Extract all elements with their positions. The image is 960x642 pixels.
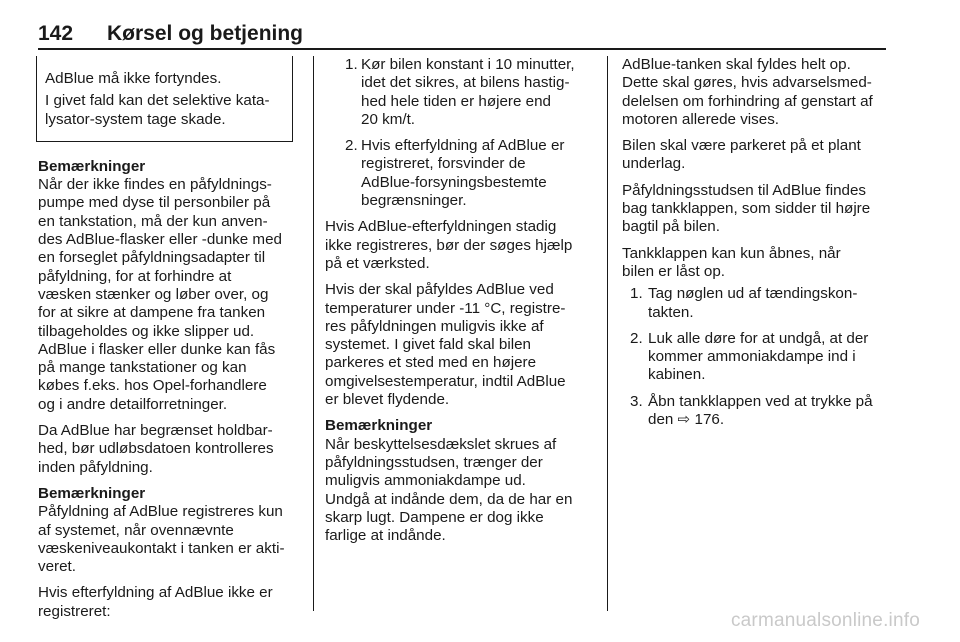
text-line: Hvis AdBlue-efterfyldningen stadig — [325, 218, 557, 236]
text-line: muligvis ammoniakdampe ud. — [325, 472, 526, 490]
paragraph — [622, 182, 890, 237]
section-heading: Bemærkninger — [38, 484, 146, 502]
text-line: des AdBlue-flasker eller -dunke med — [38, 231, 282, 249]
text-line: lysator-system tage skade. — [45, 110, 226, 128]
text-line: en forseglet påfyldningsadapter til — [38, 249, 266, 267]
column-left — [38, 56, 304, 621]
paragraph — [325, 281, 597, 409]
paragraph — [38, 422, 304, 477]
page-number: 142 — [38, 22, 74, 45]
text-line: Når der ikke findes en påfyldnings- — [38, 176, 272, 194]
text-line: AdBlue-tanken skal fyldes helt op. — [622, 56, 851, 73]
page-title: Kørsel og betjening — [107, 22, 304, 45]
text-line: systemet. I givet fald skal bilen — [325, 336, 531, 354]
column-right — [622, 56, 890, 429]
list-item — [325, 137, 597, 210]
paragraph — [38, 176, 304, 414]
text-line: væskeniveaukontakt i tanken er akti- — [38, 539, 285, 557]
text-line: Bilen skal være parkeret på et plant — [622, 137, 861, 155]
text-line: idet det sikres, at bilens hastig- — [361, 74, 570, 92]
text-line: inden påfyldning. — [38, 458, 153, 476]
text-line: registreret: — [38, 602, 111, 620]
page-header — [38, 22, 886, 50]
text-line: Tag nøglen ud af tændingskon- — [648, 285, 858, 303]
paragraph — [38, 503, 304, 576]
column-divider — [607, 56, 608, 611]
text-line: på et værksted. — [325, 254, 430, 272]
text-line: bilen er låst op. — [622, 262, 725, 280]
text-line: omgivelsestemperatur, indtil AdBlue — [325, 372, 566, 390]
text-line: på mange tankstationer og kan — [38, 359, 247, 377]
list-number: 3. — [630, 392, 643, 410]
text-line: registreret, forsvinder de — [361, 155, 526, 173]
text-line: påfyldningsstudsen, trænger der — [325, 453, 543, 471]
column-divider — [313, 56, 314, 611]
text-line: Hvis efterfyldning af AdBlue ikke er — [38, 584, 273, 602]
list-item — [622, 330, 890, 385]
text-line: bagtil på bilen. — [622, 218, 720, 236]
paragraph — [622, 137, 890, 174]
text-line: res påfyldningen muligvis ikke af — [325, 317, 544, 335]
text-line: motoren allerede vises. — [622, 110, 780, 128]
paragraph — [325, 436, 597, 546]
section-heading: Bemærkninger — [325, 417, 433, 435]
text-line: Kør bilen konstant i 10 minutter, — [361, 56, 575, 73]
text-line: af systemet, når ovennævnte — [38, 521, 234, 539]
text-line: væsken stænker og løber over, og — [38, 285, 269, 303]
watermark-text: carmanualsonline.info — [730, 610, 920, 631]
text-line: AdBlue må ikke fortyndes. — [45, 70, 222, 87]
header-rule — [38, 48, 886, 50]
text-line: delelsen om forhindring af genstart af — [622, 92, 873, 110]
text-line: hed, bør udløbsdatoen kontrolleres — [38, 440, 274, 458]
text-line: kommer ammoniakdampe ind i — [648, 348, 856, 366]
text-line: bag tankklappen, som sidder til højre — [622, 200, 871, 218]
text-line: AdBlue-forsyningsbestemte — [361, 173, 547, 191]
text-line: Hvis der skal påfyldes AdBlue ved — [325, 281, 554, 299]
text-line: takten. — [648, 303, 694, 321]
section-heading: Bemærkninger — [38, 157, 146, 175]
list-item — [325, 56, 597, 129]
text-line: Da AdBlue har begrænset holdbar- — [38, 422, 273, 440]
text-line: 20 km/t. — [361, 110, 416, 128]
text-line: skarp lugt. Dampene er dog ikke — [325, 508, 544, 526]
text-line: Når beskyttelsesdækslet skrues af — [325, 435, 557, 453]
text-line: er blevet flydende. — [325, 391, 450, 409]
paragraph — [325, 218, 597, 273]
text-line: Hvis efterfyldning af AdBlue er — [361, 137, 565, 155]
text-line: Dette skal gøres, hvis advarselsmed- — [622, 74, 872, 92]
paragraph — [622, 245, 890, 282]
text-line: temperaturer under -11 °C, registre- — [325, 299, 566, 317]
text-line: en tankstation, må der kun anven- — [38, 212, 268, 230]
text-line: og i andre detailforretninger. — [38, 395, 228, 413]
list-number: 2. — [345, 137, 358, 155]
text-line: hed hele tiden er højere end — [361, 92, 551, 110]
text-line: tilbageholdes og ikke slipper ud. — [38, 322, 255, 340]
text-line: AdBlue i flasker eller dunke kan fås — [38, 340, 276, 358]
text-line: underlag. — [622, 155, 686, 173]
text-line: købes f.eks. hos Opel-forhandlere — [38, 377, 267, 395]
column-middle — [325, 56, 597, 545]
text-line: påfyldning, for at forhindre at — [38, 267, 232, 285]
text-line: Undgå at indånde dem, da de har en — [325, 490, 573, 508]
text-line: begrænsninger. — [361, 192, 467, 210]
text-line: Påfyldningsstudsen til AdBlue findes — [622, 181, 867, 199]
text-line: pumpe med dyse til personbiler på — [38, 194, 271, 212]
text-line: Luk alle døre for at undgå, at der — [648, 329, 869, 347]
text-line: Påfyldning af AdBlue registreres kun — [38, 503, 283, 521]
text-line: ikke registreres, bør der søges hjælp — [325, 236, 573, 254]
page-reference-link[interactable]: den ⇨ 176. — [648, 411, 725, 429]
list-number: 1. — [345, 56, 358, 73]
text-line: Tankklappen kan kun åbnes, når — [622, 244, 841, 262]
text-line: for at sikre at dampene fra tanken — [38, 304, 266, 322]
notice-box — [36, 56, 293, 142]
text-line: Åbn tankklappen ved at trykke på — [648, 392, 873, 410]
list-item — [622, 393, 890, 430]
text-line: farlige at indånde. — [325, 527, 446, 545]
list-number: 2. — [630, 329, 643, 347]
paragraph — [622, 56, 890, 129]
paragraph — [38, 584, 304, 621]
text-line: veret. — [38, 558, 76, 576]
list-number: 1. — [630, 285, 643, 303]
text-line: kabinen. — [648, 366, 706, 384]
list-item — [622, 285, 890, 322]
text-line: parkeres et sted med en højere — [325, 354, 537, 372]
text-line: I givet fald kan det selektive kata- — [45, 92, 270, 110]
